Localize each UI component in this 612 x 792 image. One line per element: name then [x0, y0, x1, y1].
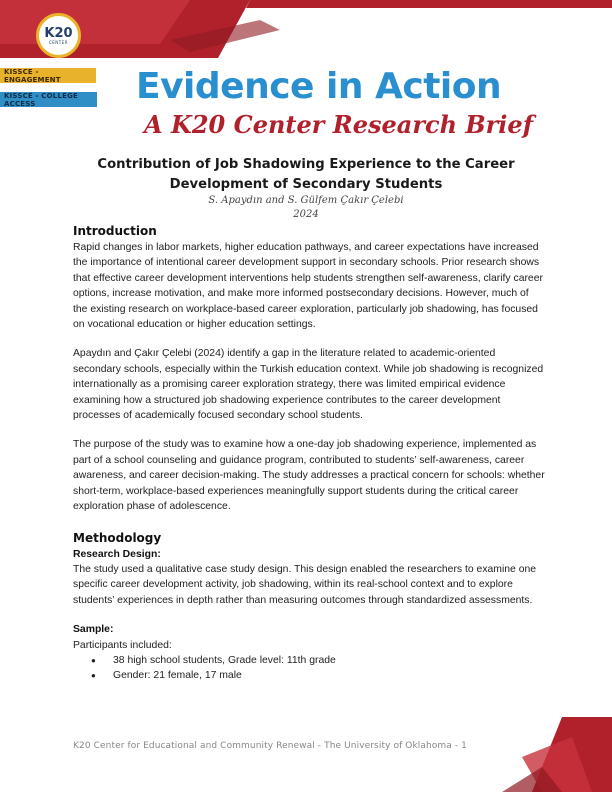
intro-paragraph-3: The purpose of the study was to examine how a one-day job shadowing experience, implemented as part of a school counseling and guidance program, contributed to students’ self-awareness, career awareness, and career decision-making. The study addresses a practical concern for schools: whether short-term, workplace-based experiences meaningfully support students during the critical career exploration phase of adolescence. — [73, 439, 545, 513]
logo-text: K20 — [44, 25, 73, 41]
footer-corner-graphic — [502, 717, 612, 792]
participants-label: Participants included: — [73, 639, 172, 651]
page-footer: K20 Center for Educational and Community Renewal - The University of Oklahoma - 1 — [73, 741, 467, 751]
paper-authors: S. Apaydın and S. Gülfem Çakır Çelebi — [208, 195, 404, 206]
sample-label: Sample: — [73, 624, 114, 636]
intro-paragraph-1: Rapid changes in labor markets, higher education pathways, and career expectations have increased the importance of intentional career development support in secondary schools. Prior research shows that effective career development interventions help students strengthen self-awareness, clarify career options, increase motivation, and make more informed postsecondary decisions. However, much of the existing research on workplace-based career exploration, particularly job shadowing, has focused on vocational education or higher education settings. — [73, 242, 543, 331]
tag-engagement: KISSCE - ENGAGEMENT — [0, 68, 96, 83]
brief-subtitle: A K20 Center Research Brief — [144, 110, 534, 139]
section-heading-methodology: Methodology — [73, 530, 162, 545]
research-design-text: The study used a qualitative case study design. This design enabled the researchers to examine one specific career development activity, job shadowing, within its real-school context and to explore students’ experiences in depth rather than measuring outcomes through standardized assessments. — [73, 563, 537, 606]
brief-body — [73, 222, 545, 684]
intro-paragraph-2: Apaydın and Çakır Çelebi (2024) identify a gap in the literature related to academic-oriented secondary schools, especially within the Turkish education context. While job shadowing is recognized internationally as a promising career exploration strategy, there was limited empirical evidence examining how a structured job shadowing experience contributes to the career development processes of academically focused secondary school students. — [73, 348, 544, 422]
header-banner — [0, 0, 612, 58]
logo-subtext: CENTER — [48, 39, 69, 45]
brief-title: Evidence in Action — [136, 66, 502, 107]
list-item: ● 38 high school students, Grade level: 11th grade — [113, 653, 545, 668]
section-heading-introduction: Introduction — [73, 224, 157, 238]
list-item: ● Gender: 21 female, 17 male — [113, 668, 545, 683]
tag-college-access: KISSCE - COLLEGE ACCESS — [0, 92, 97, 107]
research-design-label: Research Design: — [73, 548, 161, 560]
paper-year: 2024 — [293, 209, 319, 220]
paper-title: Contribution of Job Shadowing Experience to the Career Development of Secondary Students — [97, 157, 515, 192]
k20-logo — [36, 13, 81, 58]
participants-list — [73, 653, 545, 684]
